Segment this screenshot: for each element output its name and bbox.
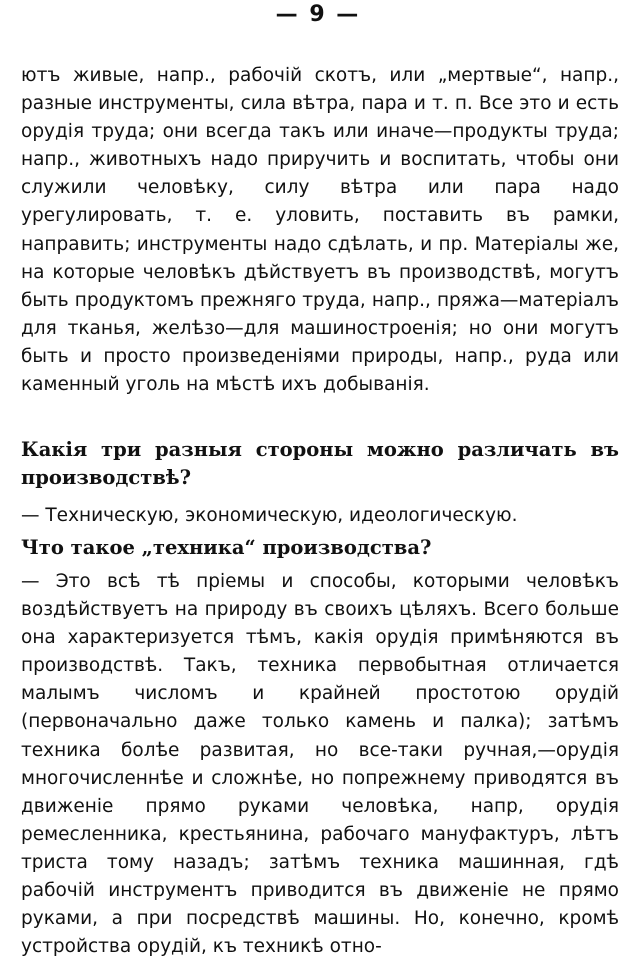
question-three-sides: Какія три разныя стороны можно различать въ производствѣ? (21, 438, 619, 489)
page-number: — 9 — (275, 2, 361, 27)
paragraph-technique-answer (21, 568, 619, 961)
answer-three-sides: — Техническую, экономическую, идеологическую. (21, 505, 518, 526)
paragraph-text: — Это всѣ тѣ пріемы и способы, которыми человѣкъ воздѣйствуетъ на природу въ своихъ цѣляхъ. Всего больше она характеризуется тѣмъ, какія орудія примѣняются въ производствѣ. Такъ, техника первобытная отличается малымъ числомъ и крайней простотою орудій (первоначально даже только камень и палка); затѣмъ техника болѣе развитая, но все-таки ручная,—орудія многочисленнѣе и сложнѣе, но попрежнему приводятся въ движеніе прямо руками человѣка, напр, орудія ремесленника, крестьянина, рабочаго мануфактуръ, лѣтъ триста тому назадъ; затѣмъ техника машинная, гдѣ рабочій инструментъ приводится въ движеніе не прямо руками, а при посредствѣ машины. Но, конечно, кромѣ устройства орудій, къ техникѣ отно- (21, 571, 619, 958)
question-technique: Что такое „техника“ производства? (21, 536, 432, 559)
paragraph-text: ютъ живые, напр., рабочій скотъ, или „мертвые“, напр., разные инструменты, сила вѣтра, пара и т. п. Все это и есть орудія труда; они всегда такъ или иначе—продукты труда; напр., животныхъ надо приручить и воспитать, чтобы они служили человѣку, силу вѣтра или пара надо урегулировать, т. е. уловить, поставить въ рамки, направить; инструменты надо сдѣлать, и пр. Матеріалы же, на которые человѣкъ дѣйствуетъ въ производствѣ, могутъ быть продуктомъ прежняго труда, напр., пряжа—матеріалъ для тканья, желѣзо—для машиностроенія; но они могутъ быть и просто произведеніями природы, напр., руда или каменный уголь на мѣстѣ ихъ добыванія. (21, 65, 619, 396)
paragraph-tools-and-materials (21, 62, 619, 399)
